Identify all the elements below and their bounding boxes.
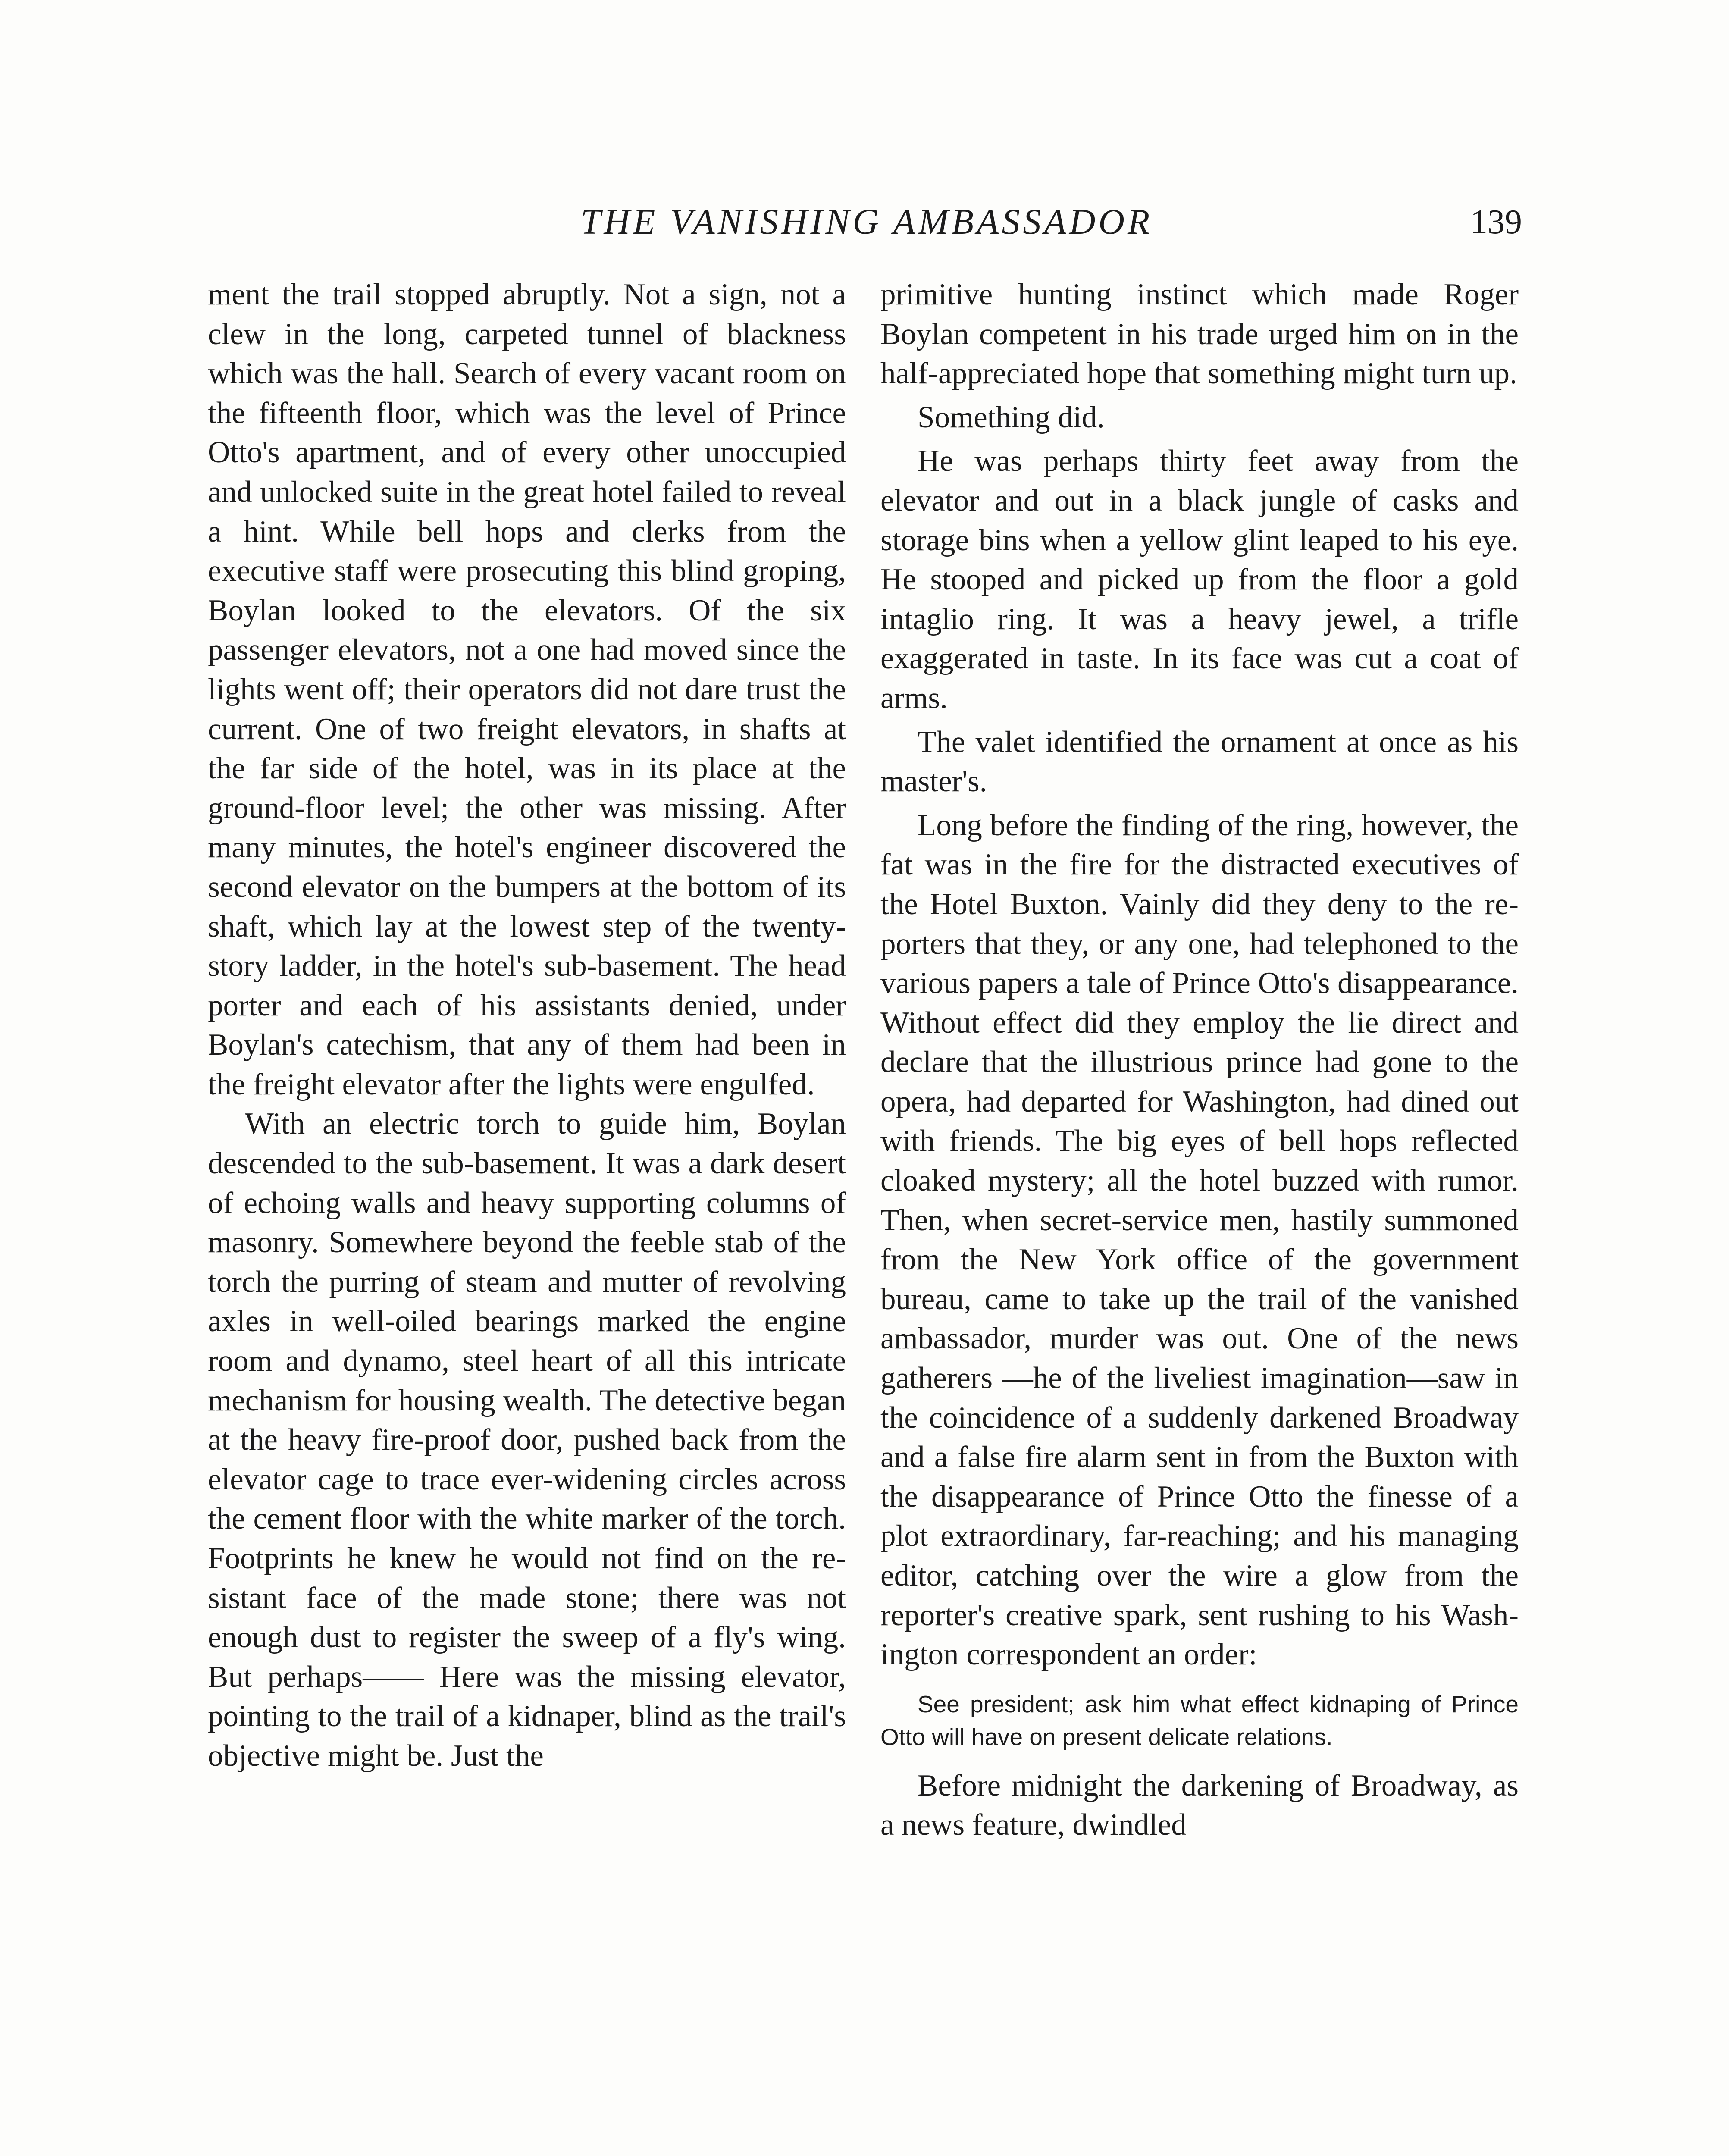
- paragraph: ment the trail stopped abruptly. Not a sign, not a clew in the long, carpeted tunnel of blackness which was the hall. Search of every vacant room on the fifteenth floor, which was the level of Prince Otto's apartment, and of every other unoccupied and unlocked suite in the great hotel failed to reveal a hint. While bell hops and clerks from the executive staff were prosecuting this blind groping, Boylan looked to the elevators. Of the six passenger elevators, not a one had moved since the lights went off; their operators did not dare trust the current. One of two freight elevators, in shafts at the far side of the hotel, was in its place at the ground-floor level; the other was missing. After many minutes, the hotel's engineer discovered the second elevator on the bumpers at the bottom of its shaft, which lay at the lowest step of the twenty-story ladder, in the hotel's sub-basement. The head porter and each of his assistants denied, under Boylan's catechism, that any of them had been in the freight elevator after the lights were engulfed.: [208, 278, 846, 1101]
- paragraph: Before midnight the darkening of Broadway, as a news feature, dwindled: [880, 1768, 1519, 1842]
- paragraph: Something did.: [918, 400, 1105, 434]
- right-column: [880, 275, 1519, 1845]
- telegram-quote: See president; ask him what effect kidnaping of Prince Otto will have on present delicate relations.: [880, 1690, 1519, 1750]
- paragraph: He was perhaps thirty feet away from the elevator and out in a black jungle of casks and storage bins when a yellow glint leaped to his eye. He stooped and picked up from the floor a gold intaglio ring. It was a heavy jewel, a trifle exaggerated in taste. In its face was cut a coat of arms.: [880, 444, 1519, 715]
- running-title: THE VANISHING AMBASSADOR: [580, 202, 1153, 242]
- paragraph: primitive hunting instinct which made Roger Boylan competent in his trade urged him on in the half-appreciated hope that something might turn up.: [880, 278, 1519, 391]
- page-header: [203, 196, 1522, 257]
- paragraph: With an electric torch to guide him, Boylan descended to the sub-basement. It was a dark desert of echoing walls and heavy supporting columns of masonry. Somewhere beyond the feeble stab of the torch the purring of steam and mutter of revolving axles in well-oiled bearings marked the engine room and dynamo, steel heart of all this intricate mechanism for housing wealth. The detective began at the heavy fire-proof door, pushed back from the elevator cage to trace ever-widening circles across the cement floor with the white marker of the torch. Footprints he knew he would not find on the resistant face of the made stone; there was not enough dust to register the sweep of a fly's wing. But perhaps—— Here was the missing elevator, pointing to the trail of a kidnaper, blind as the trail's objective might be. Just the: [208, 1107, 846, 1773]
- paragraph: Long before the finding of the ring, however, the fat was in the fire for the distracted executives of the Hotel Buxton. Vainly did they deny to the reporters that they, or any one, had telephoned to the various papers a tale of Prince Otto's disappearance. Without effect did they employ the lie direct and declare that the illustrious prince had gone to the opera, had departed for Washington, had dined out with friends. The big eyes of bell hops reflected cloaked mystery; all the hotel buzzed with rumor. Then, when secret-service men, hastily summoned from the New York office of the government bureau, came to take up the trail of the vanished ambassador, murder was out. One of the news gatherers —he of the liveliest imagination—saw in the coincidence of a suddenly darkened Broadway and a false fire alarm sent in from the Buxton with the disappearance of Prince Otto the finesse of a plot extraordinary, far-reaching; and his managing editor, catching over the wire a glow from the reporter's creative spark, sent rushing to his Washington correspondent an order:: [880, 808, 1519, 1672]
- paragraph: The valet identified the ornament at once as his master's.: [880, 725, 1519, 799]
- left-column: [208, 275, 846, 1776]
- page-number: 139: [1470, 203, 1522, 241]
